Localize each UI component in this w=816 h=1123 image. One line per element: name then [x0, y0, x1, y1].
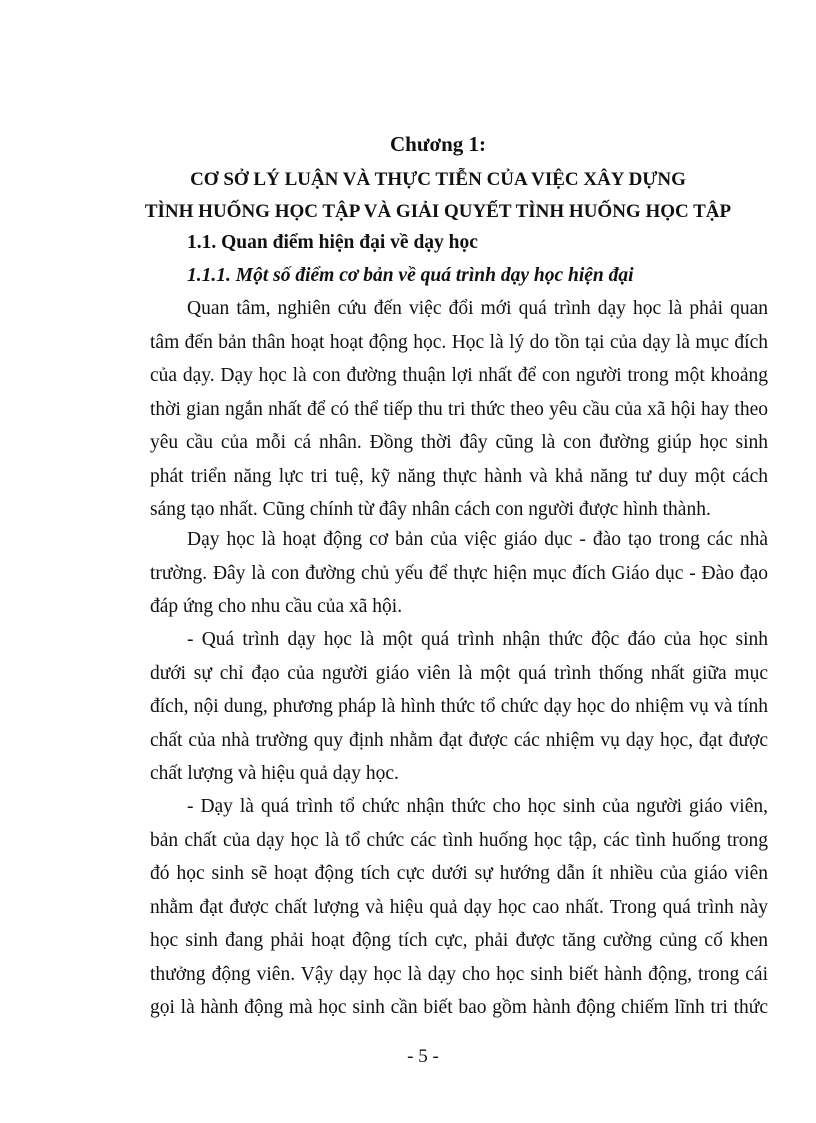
chapter-subtitle-line-2: TÌNH HUỐNG HỌC TẬP VÀ GIẢI QUYẾT TÌNH HUỐNG HỌC TẬP — [144, 201, 732, 222]
paragraph-line: thưởng động viên. Vậy dạy học là dạy cho học sinh biết hành động, trong cái — [150, 963, 768, 985]
paragraph-line: chất lượng và hiệu quả dạy học. — [150, 763, 399, 784]
paragraph-line: - Quá trình dạy học là một quá trình nhận thức độc đáo của học sinh — [187, 629, 768, 650]
chapter-title: Chương 1: — [390, 132, 486, 156]
paragraph-line: Dạy học là hoạt động cơ bản của việc giáo dục - đào tạo trong các nhà — [187, 529, 768, 550]
paragraph-line: bản chất của dạy học là tổ chức các tình huống học tập, các tình huống trong — [150, 829, 768, 851]
paragraph-3 — [150, 623, 768, 791]
paragraph-line: trường. Đây là con đường chủ yếu để thực hiện mục đích Giáo dục - Đào đạo — [150, 562, 768, 584]
paragraph-line: - Dạy là quá trình tổ chức nhận thức cho học sinh của người giáo viên, — [187, 796, 768, 817]
paragraph-line: nhằm đạt được chất lượng và hiệu quả dạy học cao nhất. Trong quá trình này — [150, 896, 768, 918]
paragraph-line: dưới sự chỉ đạo của người giáo viên là một quá trình thống nhất giữa mục — [150, 662, 768, 684]
paragraph-line: đích, nội dung, phương pháp là hình thức tổ chức dạy học do nhiệm vụ và tính — [150, 696, 768, 717]
section-subheading: 1.1.1. Một số điểm cơ bản về quá trình dạy học hiện đại — [187, 265, 634, 286]
paragraph-line: yêu cầu của mỗi cá nhân. Đồng thời đây cũng là con đường giúp học sinh — [150, 432, 768, 453]
paragraph-line: chất của nhà trường quy định nhằm đạt được các nhiệm vụ dạy học, đạt được — [150, 729, 768, 751]
paragraph-line: đáp ứng cho nhu cầu của xã hội. — [150, 596, 403, 617]
paragraph-line: tâm đến bản thân hoạt hoạt động học. Học là lý do tồn tại của dạy là mục đích — [150, 331, 768, 353]
paragraph-line: phát triển năng lực tri tuệ, kỹ năng thực hành và khả năng tư duy một cách — [150, 465, 768, 487]
paragraph-2 — [150, 523, 768, 624]
paragraph-4 — [150, 790, 768, 1025]
paragraph-line: Quan tâm, nghiên cứu đến việc đổi mới quá trình dạy học là phải quan — [187, 298, 768, 319]
paragraph-line: thời gian ngắn nhất để có thể tiếp thu tri thức theo yêu cầu của xã hội hay theo — [150, 398, 768, 420]
chapter-subtitle-line-1: CƠ SỞ LÝ LUẬN VÀ THỰC TIỄN CỦA VIỆC XÂY DỰNG — [190, 169, 686, 190]
paragraph-line: sáng tạo nhất. Cũng chính từ đây nhân cách con người được hình thành. — [150, 499, 711, 520]
paragraph-line: gọi là hành động mà học sinh cần biết bao gồm hành động chiếm lĩnh tri thức — [150, 997, 768, 1018]
paragraph-1 — [150, 292, 768, 527]
section-heading: 1.1. Quan điểm hiện đại về dạy học — [187, 232, 478, 253]
paragraph-line: đó học sinh sẽ hoạt động tích cực dưới sự hướng dẫn ít nhiều của giáo viên — [150, 863, 768, 884]
paragraph-line: học sinh đang phải hoạt động tích cực, phải được tăng cường củng cố khen — [150, 930, 768, 951]
paragraph-line: của dạy. Dạy học là con đường thuận lợi nhất để con người trong một khoảng — [150, 365, 768, 386]
page-number: - 5 - — [407, 1046, 439, 1067]
